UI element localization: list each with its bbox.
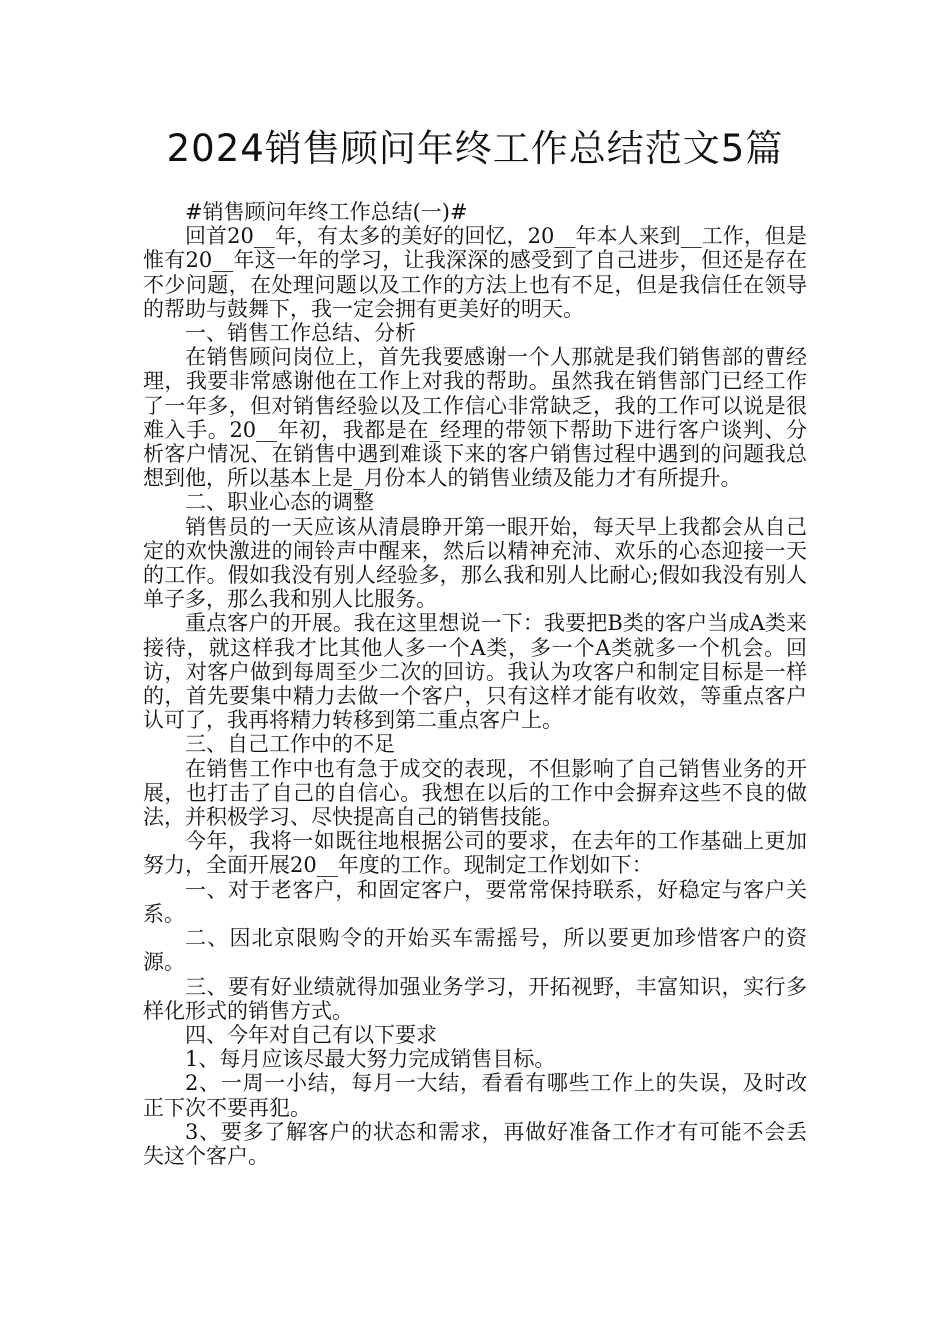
paragraph: 销售员的一天应该从清晨睁开第一眼开始，每天早上我都会从自己定的欢快激进的闹铃声中醒来，然后以精神充沛、欢乐的心态迎接一天的工作。假如我没有别人经验多，那么我和别人比耐心;假如我没有别人单子多，那么我和别人比服务。 — [143, 514, 807, 612]
plan-item: 二、因北京限购令的开始买车需摇号，所以要更加珍惜客户的资源。 — [143, 926, 807, 975]
section-heading: 二、职业心态的调整 — [185, 490, 374, 515]
paragraph: 今年，我将一如既往地根据公司的要求，在去年的工作基础上更加努力，全面开展20__年度的工作。现制定工作划如下： — [143, 829, 807, 878]
paragraph: 重点客户的开展。我在这里想说一下：我要把B类的客户当成A类来接待，就这样我才比其他人多一个A类，多一个A类就多一个机会。回访，对客户做到每周至少二次的回访。我认为攻客户和制定目标是一样的，首先要集中精力去做一个客户，只有这样才能有收效，等重点客户认可了，我再将精力转移到第二重点客户上。 — [143, 611, 807, 733]
plan-item: 一、对于老客户，和固定客户，要常常保持联系，好稳定与客户关系。 — [143, 877, 807, 926]
paragraph: 回首20__年，有太多的美好的回忆，20__年本人来到__工作，但是惟有20__年这一年的学习，让我深深的感受到了自己进步，但还是存在不少问题，在处理问题以及工作的方法上也有不足，但是我信任在领导的帮助与鼓舞下，我一定会拥有更美好的明天。 — [143, 224, 807, 321]
section-heading: 一、销售工作总结、分析 — [185, 321, 416, 346]
section-heading: 四、今年对自己有以下要求 — [185, 1022, 437, 1047]
section-heading-intro: #销售顾问年终工作总结(一)# — [185, 200, 468, 224]
section-heading: 三、自己工作中的不足 — [185, 732, 395, 757]
document-body — [143, 200, 807, 1168]
requirement-item: 2、一周一小结，每月一大结，看看有哪些工作上的失误，及时改正下次不要再犯。 — [143, 1071, 807, 1120]
requirement-item: 1、每月应该尽最大努力完成销售目标。 — [185, 1047, 556, 1072]
requirement-item: 3、要多了解客户的状态和需求，再做好准备工作才有可能不会丢失这个客户。 — [143, 1119, 807, 1168]
document-title: 2024销售顾问年终工作总结范文5篇 — [166, 127, 784, 170]
plan-item: 三、要有好业绩就得加强业务学习，开拓视野，丰富知识，实行多样化形式的销售方式。 — [143, 974, 807, 1023]
paragraph: 在销售顾问岗位上，首先我要感谢一个人那就是我们销售部的曹经理，我要非常感谢他在工作上对我的帮助。虽然我在销售部门已经工作了一年多，但对销售经验以及工作信心非常缺乏，我的工作可以说是很难入手。20__年初，我都是在_经理的带领下帮助下进行客户谈判、分析客户情况、在销售中遇到难谈下来的客户销售过程中遇到的问题我总想到他，所以基本上是_月份本人的销售业绩及能力才有所提升。 — [143, 345, 807, 491]
paragraph: 在销售工作中也有急于成交的表现，不但影响了自己销售业务的开展，也打击了自己的自信心。我想在以后的工作中会摒弃这些不良的做法，并积极学习、尽快提高自己的销售技能。 — [143, 756, 807, 830]
